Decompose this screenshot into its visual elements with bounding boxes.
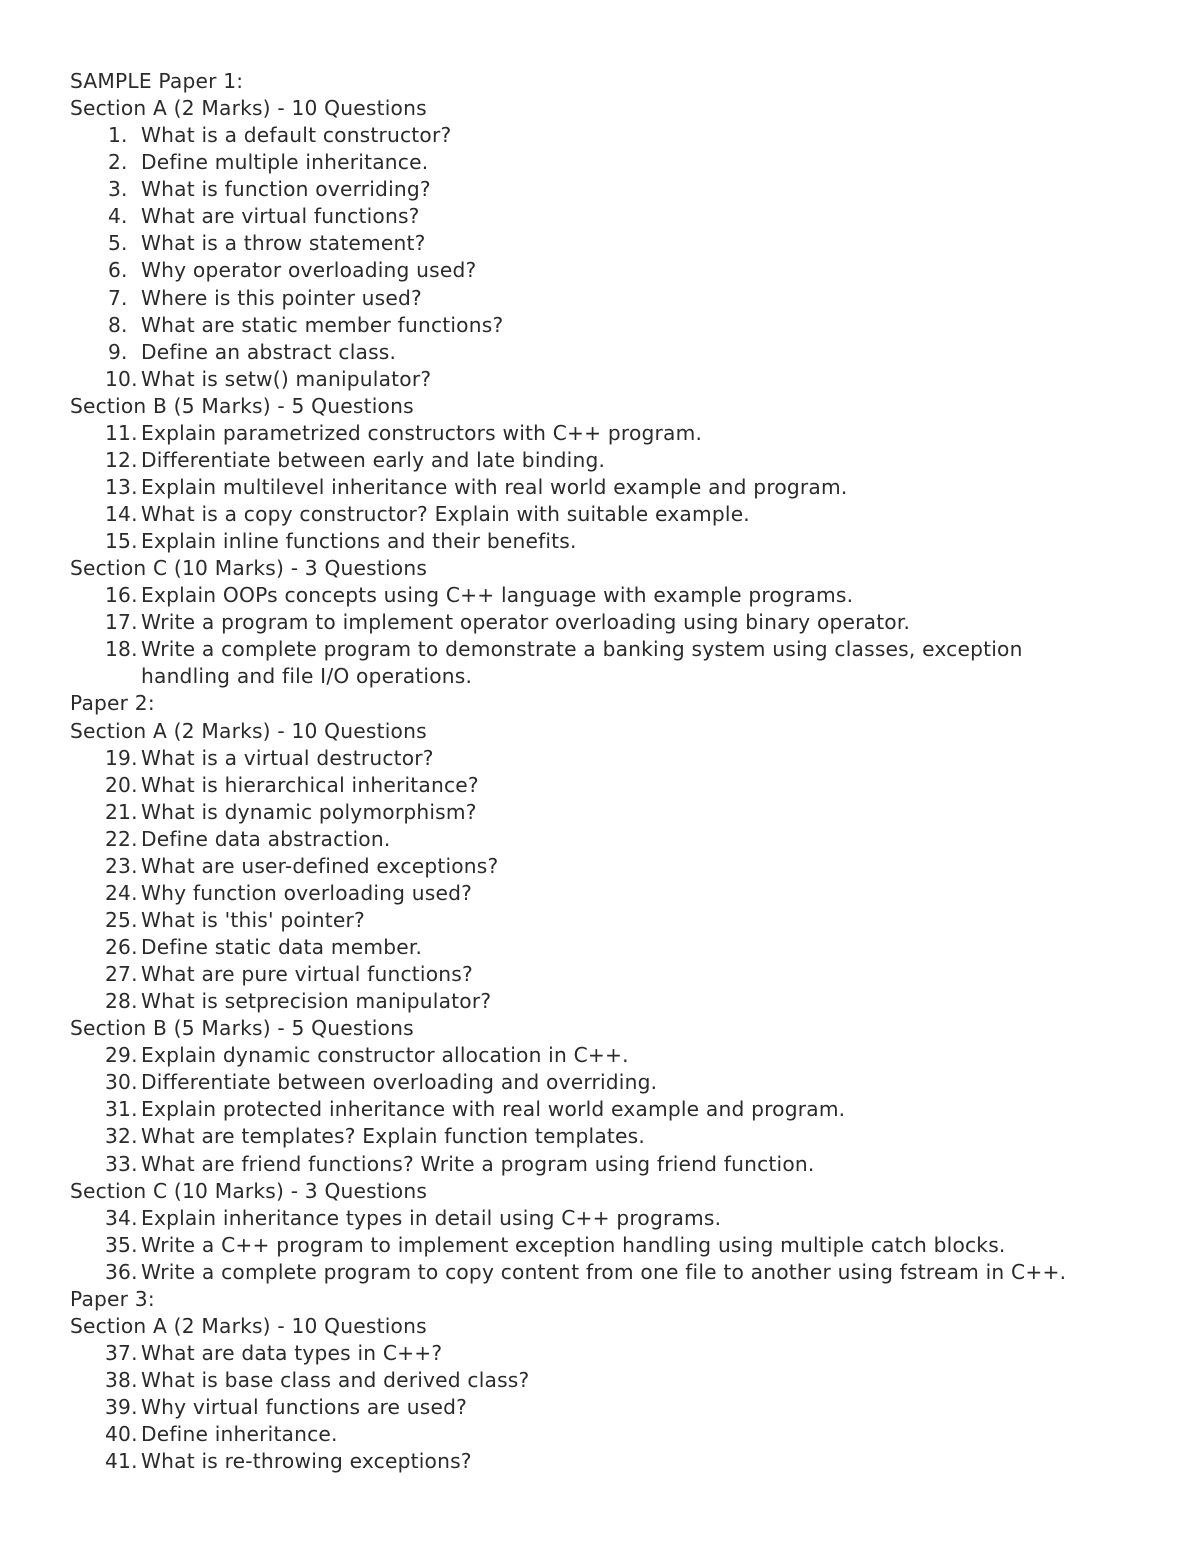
question-text: Define inheritance.: [141, 1422, 338, 1447]
question-item: [70, 176, 1150, 203]
question-number: 9.: [108, 339, 128, 364]
question-number: 31.: [105, 1097, 138, 1122]
section-heading: Section C (10 Marks) - 3 Questions: [70, 556, 428, 581]
question-number: 1.: [108, 123, 128, 148]
question-number: 36.: [105, 1259, 138, 1284]
question-text: What are templates? Explain function templates.: [141, 1124, 645, 1149]
question-item: [70, 528, 1150, 555]
question-item: [70, 339, 1150, 366]
question-number: 6.: [108, 258, 128, 283]
question-number: 10.: [105, 366, 138, 391]
question-text: Explain OOPs concepts using C++ language with example programs.: [141, 583, 854, 608]
question-item: [70, 745, 1150, 772]
question-text: Explain dynamic constructor allocation in C++.: [141, 1043, 629, 1068]
question-text: Why operator overloading used?: [141, 258, 477, 283]
question-item: [70, 312, 1150, 339]
question-number: 20.: [105, 772, 138, 797]
question-number: 5.: [108, 231, 128, 256]
question-item: [70, 122, 1150, 149]
question-item: [70, 853, 1150, 880]
paper-title: SAMPLE Paper 1:: [70, 69, 244, 93]
question-number: 23.: [105, 853, 138, 878]
question-text: Define multiple inheritance.: [141, 150, 429, 175]
question-text: What are user-defined exceptions?: [141, 853, 499, 878]
section-heading: Section B (5 Marks) - 5 Questions: [70, 393, 414, 418]
question-number: 30.: [105, 1070, 138, 1095]
question-item: [70, 230, 1150, 257]
question-item: [70, 880, 1150, 907]
question-number: 18.: [105, 637, 138, 662]
question-number: 3.: [108, 177, 128, 202]
question-number: 34.: [105, 1205, 138, 1230]
paper-title: Paper 3:: [70, 1286, 155, 1311]
question-number: 35.: [105, 1232, 138, 1257]
question-number: 11.: [105, 420, 138, 445]
question-number: 15.: [105, 529, 138, 554]
question-number: 41.: [105, 1449, 138, 1474]
question-item: [70, 420, 1150, 447]
question-number: 29.: [105, 1043, 138, 1068]
question-item: [70, 1096, 1150, 1123]
section-heading: Section A (2 Marks) - 10 Questions: [70, 718, 427, 743]
question-text: Explain multilevel inheritance with real world example and program.: [141, 474, 848, 499]
question-item: [70, 609, 1150, 636]
question-item: [70, 1259, 1150, 1286]
question-text: Write a complete program to copy content from one file to another using fstream in C++.: [141, 1259, 1067, 1284]
question-number: 7.: [108, 285, 128, 310]
question-item: [70, 1069, 1150, 1096]
question-text: What is 'this' pointer?: [141, 907, 365, 932]
question-text: What are static member functions?: [141, 312, 504, 337]
question-item: [70, 474, 1150, 501]
question-text: Explain inline functions and their benefits.: [141, 529, 577, 554]
question-item: [70, 1042, 1150, 1069]
question-text: What is setprecision manipulator?: [141, 989, 492, 1014]
question-item: [70, 1123, 1150, 1150]
question-text: handling and file I/O operations.: [141, 664, 473, 689]
question-text: Write a program to implement operator overloading using binary operator.: [141, 610, 911, 635]
question-item: [70, 1448, 1150, 1475]
question-number: 40.: [105, 1422, 138, 1447]
question-number: 32.: [105, 1124, 138, 1149]
question-item: [70, 1421, 1150, 1448]
question-item: [70, 636, 1150, 663]
question-item: [70, 1367, 1150, 1394]
question-text: Differentiate between overloading and overriding.: [141, 1070, 658, 1095]
question-number: 22.: [105, 826, 138, 851]
question-text: Why function overloading used?: [141, 880, 473, 905]
question-number: 25.: [105, 907, 138, 932]
question-text: What is a virtual destructor?: [141, 745, 434, 770]
question-item: [70, 988, 1150, 1015]
question-text: Where is this pointer used?: [141, 285, 422, 310]
section-heading: Section A (2 Marks) - 10 Questions: [70, 1313, 427, 1338]
question-text: What is setw() manipulator?: [141, 366, 432, 391]
question-continuation: [70, 663, 1150, 690]
section-heading: Section C (10 Marks) - 3 Questions: [70, 1178, 428, 1203]
question-text: What are data types in C++?: [141, 1340, 443, 1365]
question-item: [70, 826, 1150, 853]
question-text: Explain parametrized constructors with C++ program.: [141, 420, 703, 445]
question-item: [70, 1205, 1150, 1232]
question-text: What is function overriding?: [141, 177, 431, 202]
question-number: 17.: [105, 610, 138, 635]
question-number: 19.: [105, 745, 138, 770]
question-number: 8.: [108, 312, 128, 337]
question-number: 21.: [105, 799, 138, 824]
question-item: [70, 799, 1150, 826]
question-number: 37.: [105, 1340, 138, 1365]
question-item: [70, 149, 1150, 176]
question-item: [70, 1151, 1150, 1178]
section-heading: Section A (2 Marks) - 10 Questions: [70, 96, 427, 121]
question-text: Explain inheritance types in detail using C++ programs.: [141, 1205, 722, 1230]
question-number: 16.: [105, 583, 138, 608]
question-item: [70, 582, 1150, 609]
question-text: What is hierarchical inheritance?: [141, 772, 479, 797]
paper-title: Paper 2:: [70, 691, 155, 716]
question-paper-document: [70, 68, 1150, 1475]
question-text: What is a copy constructor? Explain with suitable example.: [141, 502, 750, 526]
question-number: 14.: [105, 502, 138, 526]
question-item: [70, 1340, 1150, 1367]
question-item: [70, 934, 1150, 961]
question-number: 4.: [108, 204, 128, 229]
question-text: Define an abstract class.: [141, 339, 397, 364]
question-item: [70, 907, 1150, 934]
question-item: [70, 1232, 1150, 1259]
question-text: What is a default constructor?: [141, 123, 452, 148]
question-item: [70, 257, 1150, 284]
question-number: 26.: [105, 935, 138, 959]
question-text: What is a throw statement?: [141, 231, 426, 256]
question-item: [70, 447, 1150, 474]
question-item: [70, 285, 1150, 312]
question-text: What is base class and derived class?: [141, 1368, 530, 1392]
question-number: 39.: [105, 1395, 138, 1420]
question-text: Define static data member.: [141, 935, 423, 959]
question-number: 28.: [105, 989, 138, 1014]
question-item: [70, 501, 1150, 528]
question-text: Explain protected inheritance with real world example and program.: [141, 1097, 846, 1122]
section-heading: Section B (5 Marks) - 5 Questions: [70, 1016, 414, 1041]
question-text: What is dynamic polymorphism?: [141, 799, 477, 824]
question-number: 27.: [105, 962, 138, 987]
question-number: 2.: [108, 150, 128, 175]
question-number: 33.: [105, 1151, 138, 1176]
question-number: 12.: [105, 447, 138, 472]
question-text: Why virtual functions are used?: [141, 1395, 468, 1420]
question-number: 24.: [105, 880, 138, 905]
question-item: [70, 203, 1150, 230]
question-text: What is re-throwing exceptions?: [141, 1449, 472, 1474]
question-text: What are virtual functions?: [141, 204, 420, 229]
question-item: [70, 1394, 1150, 1421]
question-item: [70, 366, 1150, 393]
question-item: [70, 961, 1150, 988]
question-text: What are pure virtual functions?: [141, 962, 473, 987]
question-text: Define data abstraction.: [141, 826, 391, 851]
question-text: What are friend functions? Write a program using friend function.: [141, 1151, 815, 1176]
question-text: Differentiate between early and late binding.: [141, 447, 606, 472]
question-text: Write a complete program to demonstrate a banking system using classes, exception: [141, 637, 1023, 662]
question-number: 38.: [105, 1368, 138, 1392]
question-item: [70, 772, 1150, 799]
question-text: Write a C++ program to implement exception handling using multiple catch blocks.: [141, 1232, 1006, 1257]
question-number: 13.: [105, 474, 138, 499]
